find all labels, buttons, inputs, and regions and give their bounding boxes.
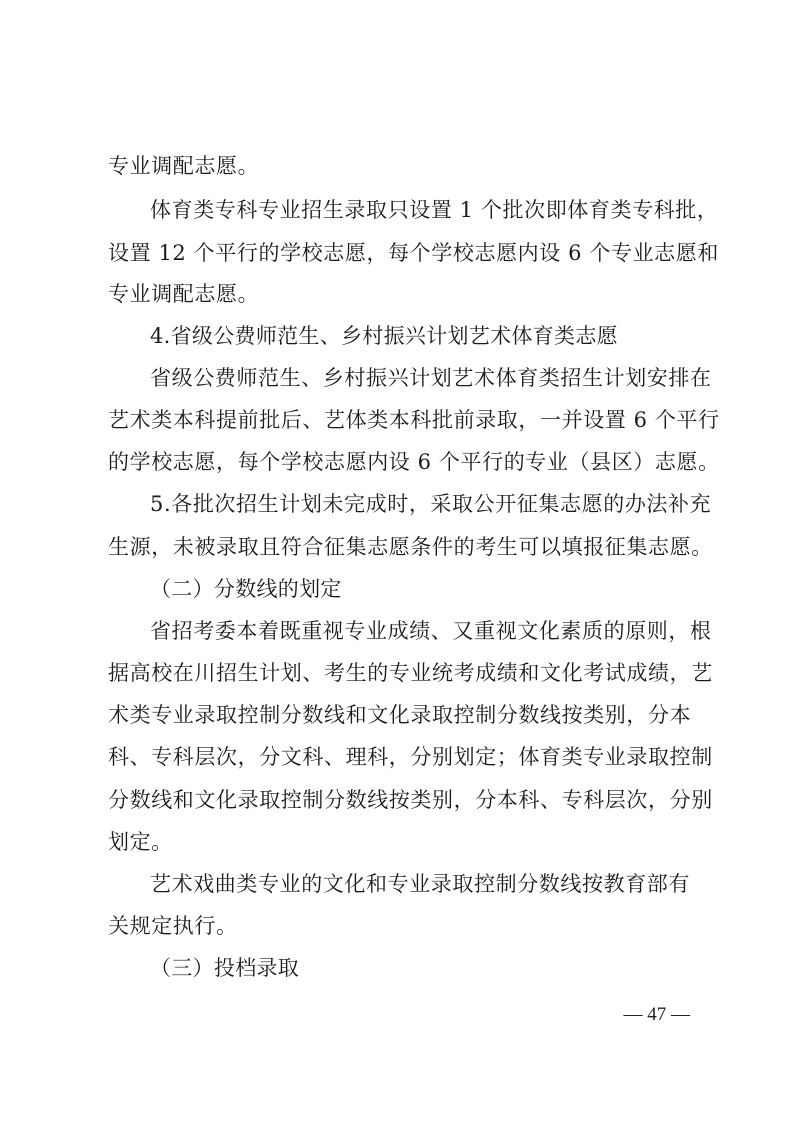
paragraph-line: 专业调配志愿。 [108, 154, 260, 178]
paragraph-line: 分数线和文化录取控制分数线按类别，分本科、专科层次，分别 [108, 788, 713, 812]
paragraph-line: 科、专科层次，分文科、理科，分别划定；体育类专业录取控制 [108, 745, 713, 769]
paragraph-line: 设置 12 个平行的学校志愿，每个学校志愿内设 6 个专业志愿和 [108, 241, 719, 265]
paragraph-line: 省级公费师范生、乡村振兴计划艺术体育类招生计划安排在 [150, 366, 712, 390]
paragraph-line: 划定。 [108, 830, 173, 854]
section-heading: （三）投档录取 [150, 956, 300, 980]
paragraph-line: 生源，未被录取且符合征集志愿条件的考生可以填报征集志愿。 [108, 535, 713, 559]
paragraph-line: 的学校志愿，每个学校志愿内设 6 个平行的专业（县区）志愿。 [108, 450, 720, 474]
paragraph-line: 术类专业录取控制分数线和文化录取控制分数线按类别，分本 [108, 703, 692, 727]
paragraph-line: 艺术戏曲类专业的文化和专业录取控制分数线按教育部有 [150, 872, 690, 896]
page-number: — 47 — [623, 1004, 690, 1025]
section-heading: 4.省级公费师范生、乡村振兴计划艺术体育类志愿 [150, 324, 618, 348]
paragraph-line: 艺术类本科提前批后、艺体类本科批前录取，一并设置 6 个平行 [108, 408, 720, 432]
paragraph-line: 关规定执行。 [108, 914, 238, 938]
paragraph-line: 体育类专科专业招生录取只设置 1 个批次即体育类专科批， [150, 198, 719, 222]
paragraph-line: 专业调配志愿。 [108, 282, 260, 306]
paragraph-line: 5.各批次招生计划未完成时，采取公开征集志愿的办法补充 [150, 492, 712, 516]
section-heading: （二）分数线的划定 [150, 577, 342, 601]
paragraph-line: 省招考委本着既重视专业成绩、又重视文化素质的原则，根 [150, 619, 712, 643]
paragraph-line: 据高校在川招生计划、考生的专业统考成绩和文化考试成绩，艺 [108, 661, 713, 685]
